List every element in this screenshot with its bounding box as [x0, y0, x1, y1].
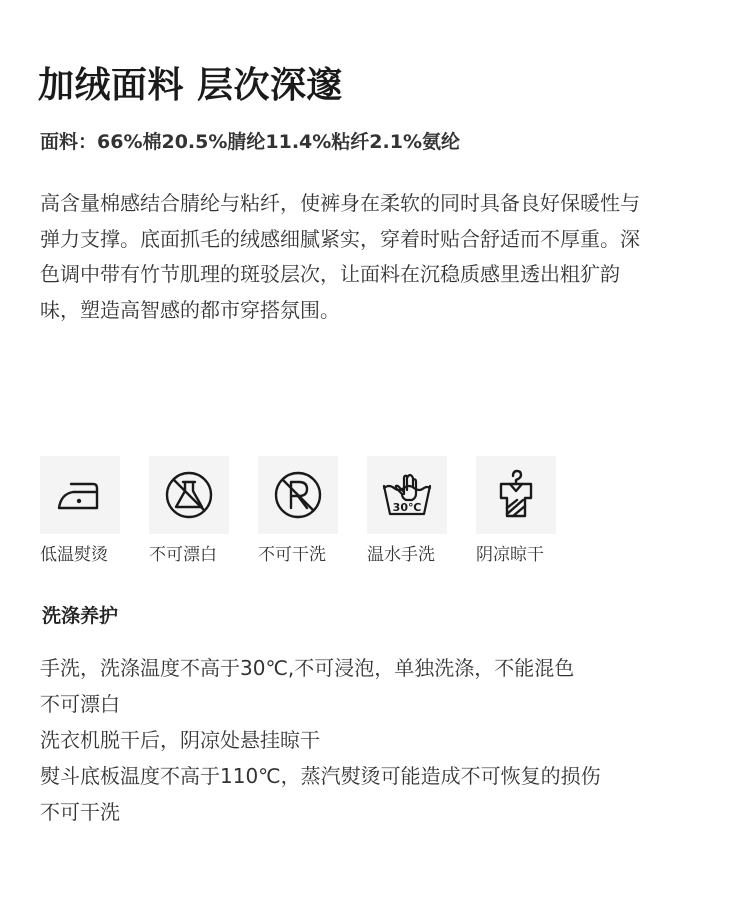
description-line: 高含量棉感结合腈纶与粘纤，使裤身在柔软的同时具备良好保暖性与 — [40, 191, 640, 215]
care-instruction-line: 手洗，洗涤温度不高于30℃,不可浸泡，单独洗涤，不能混色 — [40, 656, 575, 680]
no-dry-clean-icon — [258, 456, 338, 534]
care-item-iron — [40, 456, 120, 568]
fabric-description — [40, 186, 710, 328]
description-line: 弹力支撑。底面抓毛的绒感细腻紧实，穿着时贴合舒适而不厚重。深 — [40, 226, 640, 251]
care-label: 阴凉晾干 — [476, 545, 544, 565]
care-icons-row — [40, 456, 585, 568]
wash-temperature: 30℃ — [392, 501, 422, 514]
care-item-hand-wash — [367, 456, 447, 568]
shade-dry-hanging-icon — [476, 456, 556, 534]
care-instruction-line: 熨斗底板温度不高于110℃，蒸汽熨烫可能造成不可恢复的损伤 — [40, 764, 601, 788]
care-label: 低温熨烫 — [40, 545, 108, 565]
iron-low-icon — [40, 456, 120, 534]
care-section-title: 洗涤养护 — [42, 605, 119, 627]
description-line: 味，塑造高智感的都市穿搭氛围。 — [40, 297, 340, 322]
care-label: 不可干洗 — [258, 545, 326, 565]
no-bleach-icon — [149, 456, 229, 534]
care-item-shade-dry — [476, 456, 556, 568]
page-title: 加绒面料 层次深邃 — [38, 65, 344, 106]
care-item-dry-clean — [258, 456, 338, 568]
care-instruction-line: 洗衣机脱干后，阴凉处悬挂晾干 — [40, 728, 320, 752]
care-instruction-line: 不可漂白 — [40, 692, 120, 716]
care-label: 温水手洗 — [367, 545, 435, 565]
care-instructions — [40, 650, 601, 830]
hand-wash-30-icon — [367, 456, 447, 534]
description-line: 色调中带有竹节肌理的斑驳层次，让面料在沉稳质感里透出粗犷韵 — [40, 262, 620, 286]
care-label: 不可漂白 — [149, 545, 217, 565]
care-instruction-line: 不可干洗 — [40, 800, 120, 824]
care-item-bleach — [149, 456, 229, 568]
fabric-composition: 面料：66%棉20.5%腈纶11.4%粘纤2.1%氨纶 — [40, 131, 461, 153]
